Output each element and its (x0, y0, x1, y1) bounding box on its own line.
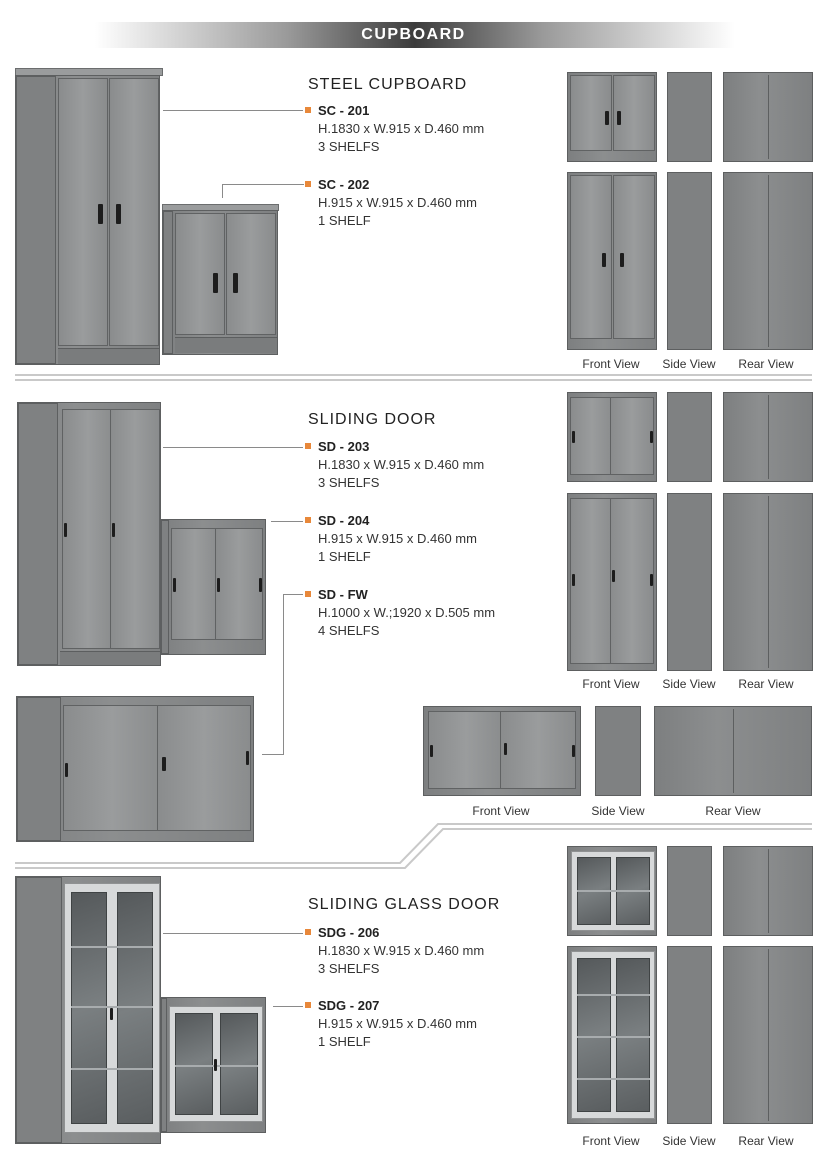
door-handle (246, 751, 249, 765)
spec-sd-fw (318, 586, 495, 640)
sliding-panel-back (570, 397, 614, 475)
rear-seam (768, 949, 769, 1121)
product-shelves: 1 SHELF (318, 1034, 371, 1049)
label-front-view: Front View (582, 357, 640, 371)
side-view-tall (667, 172, 712, 350)
front-view-short (567, 72, 657, 162)
product-dimensions: H.1830 x W.915 x D.460 mm (318, 121, 485, 136)
side-view-tall (667, 493, 712, 671)
rear-view-short (723, 72, 813, 162)
bullet-marker (305, 1002, 311, 1008)
sliding-glass-short-image (160, 997, 266, 1133)
glass-pane (577, 958, 611, 1112)
bullet-marker (305, 929, 311, 935)
rear-seam (768, 395, 769, 479)
section-title-glass: SLIDING GLASS DOOR (308, 896, 501, 913)
door-handle (612, 570, 615, 582)
product-dimensions: H.1830 x W.915 x D.460 mm (318, 943, 485, 958)
product-code: SC - 202 (318, 177, 370, 192)
sliding-door-short-image (160, 519, 266, 655)
front-view-short (567, 392, 657, 482)
bullet-marker (305, 517, 311, 523)
steel-cupboard-short-image (162, 210, 278, 355)
section-title-steel: STEEL CUPBOARD (308, 76, 468, 93)
sliding-panel-front (610, 498, 654, 664)
label-side-view: Side View (662, 677, 716, 691)
sliding-panel-back (62, 409, 114, 649)
side-view-short (667, 392, 712, 482)
sliding-panel-front (110, 409, 160, 649)
sliding-panel-front (215, 528, 263, 640)
shelf (71, 1068, 153, 1070)
label-side-view: Side View (662, 357, 716, 371)
spec-sc-201 (318, 102, 484, 156)
rear-seam (768, 75, 769, 159)
sliding-panel-front (157, 705, 251, 831)
label-side-view: Side View (662, 1134, 716, 1148)
product-shelves: 4 SHELFS (318, 623, 380, 638)
leader-line (262, 754, 284, 755)
door-handle (650, 574, 653, 586)
side-view-short (667, 72, 712, 162)
product-dimensions: H.915 x W.915 x D.460 mm (318, 1016, 477, 1031)
spec-sd-204 (318, 512, 477, 566)
front-view-tall (567, 172, 657, 350)
leader-line (163, 447, 303, 448)
door-handle (217, 578, 220, 592)
glass-pane (616, 958, 650, 1112)
shelf (577, 890, 650, 892)
page-title: CUPBOARD (361, 26, 466, 43)
cabinet-side (161, 520, 169, 654)
sliding-glass-tall-image (15, 876, 161, 1144)
cabinet-side (163, 211, 173, 354)
product-dimensions: H.1830 x W.915 x D.460 mm (318, 457, 485, 472)
cabinet-base (60, 651, 160, 665)
product-shelves: 1 SHELF (318, 549, 371, 564)
rear-view-tall (723, 493, 813, 671)
label-side-view: Side View (591, 804, 645, 818)
door-handle (620, 253, 624, 267)
door-handle (504, 743, 507, 755)
front-view-tall (567, 946, 657, 1124)
cabinet-base (58, 348, 159, 364)
door-handle (572, 745, 575, 757)
glass-pane (117, 892, 153, 1124)
product-shelves: 1 SHELF (318, 213, 371, 228)
label-rear-view: Rear View (738, 677, 794, 691)
product-code: SDG - 206 (318, 925, 380, 940)
shelf (577, 994, 650, 996)
label-rear-view: Rear View (705, 804, 761, 818)
rear-seam (733, 709, 734, 793)
sliding-panel-back (570, 498, 614, 664)
door-handle (98, 204, 103, 224)
section-divider (15, 374, 812, 376)
sliding-panel-back (63, 705, 161, 831)
sliding-panel-front (500, 711, 576, 789)
leader-line (271, 521, 303, 522)
spec-sdg-206 (318, 924, 484, 978)
bullet-marker (305, 107, 311, 113)
side-view-short (667, 846, 712, 936)
door-handle (162, 757, 166, 771)
side-view-wide (595, 706, 641, 796)
leader-line (283, 594, 284, 754)
spec-sd-203 (318, 438, 484, 492)
cabinet-side (161, 998, 167, 1132)
front-view-tall (567, 493, 657, 671)
cabinet-side (16, 877, 62, 1143)
label-rear-view: Rear View (738, 1134, 794, 1148)
door-handle (650, 431, 653, 443)
shelf (577, 1036, 650, 1038)
door-handle (64, 523, 67, 537)
rear-seam (768, 849, 769, 933)
door-handle (112, 523, 115, 537)
product-dimensions: H.1000 x W.;1920 x D.505 mm (318, 605, 496, 620)
rear-view-tall (723, 172, 813, 350)
rear-view-short (723, 846, 813, 936)
door-handle (110, 1008, 113, 1020)
door-handle (214, 1059, 217, 1071)
door-handle (233, 273, 238, 293)
product-code: SDG - 207 (318, 998, 380, 1013)
glass-door-frame (169, 1006, 263, 1122)
shelf (577, 1078, 650, 1080)
rear-view-wide (654, 706, 812, 796)
rear-seam (768, 175, 769, 347)
glass-door-frame (571, 951, 655, 1119)
section-title-sliding: SLIDING DOOR (308, 411, 437, 428)
door-handle (572, 431, 575, 443)
label-front-view: Front View (472, 804, 530, 818)
leader-line (222, 184, 304, 185)
door-handle (430, 745, 433, 757)
cabinet-side (18, 403, 58, 665)
bullet-marker (305, 591, 311, 597)
door-handle (572, 574, 575, 586)
glass-pane (175, 1013, 213, 1115)
sliding-door-tall-image (17, 402, 161, 666)
product-shelves: 3 SHELFS (318, 961, 380, 976)
leader-line (222, 184, 223, 198)
product-shelves: 3 SHELFS (318, 139, 380, 154)
glass-pane (71, 892, 107, 1124)
product-dimensions: H.915 x W.915 x D.460 mm (318, 531, 477, 546)
product-code: SD - 203 (318, 439, 370, 454)
glass-door-frame (64, 883, 160, 1133)
door-handle (617, 111, 621, 125)
product-code: SD - 204 (318, 513, 370, 528)
door-handle (602, 253, 606, 267)
leader-line (273, 1006, 303, 1007)
leader-line (163, 110, 303, 111)
door-handle (259, 578, 262, 592)
cabinet-base (175, 337, 277, 353)
shelf (71, 946, 153, 948)
product-code: SC - 201 (318, 103, 370, 118)
steel-cupboard-tall-image (15, 75, 160, 365)
front-view-short (567, 846, 657, 936)
section-divider (15, 379, 812, 381)
sliding-panel-back (428, 711, 504, 789)
sliding-panel-back (171, 528, 219, 640)
door-handle (605, 111, 609, 125)
rear-view-tall (723, 946, 813, 1124)
bullet-marker (305, 181, 311, 187)
label-rear-view: Rear View (738, 357, 794, 371)
door-handle (173, 578, 176, 592)
rear-view-short (723, 392, 813, 482)
door-handle (213, 273, 218, 293)
sliding-panel-front (610, 397, 654, 475)
leader-line (163, 933, 303, 934)
product-shelves: 3 SHELFS (318, 475, 380, 490)
glass-door-frame (571, 851, 655, 931)
glass-pane (220, 1013, 258, 1115)
rear-seam (768, 496, 769, 668)
product-dimensions: H.915 x W.915 x D.460 mm (318, 195, 477, 210)
bullet-marker (305, 443, 311, 449)
label-front-view: Front View (582, 1134, 640, 1148)
spec-sdg-207 (318, 997, 477, 1051)
door-handle (116, 204, 121, 224)
cabinet-side (16, 76, 56, 364)
door-handle (65, 763, 68, 777)
label-front-view: Front View (582, 677, 640, 691)
front-view-wide (423, 706, 581, 796)
spec-sc-202 (318, 176, 477, 230)
leader-line (283, 594, 303, 595)
side-view-tall (667, 946, 712, 1124)
product-code: SD - FW (318, 587, 368, 602)
